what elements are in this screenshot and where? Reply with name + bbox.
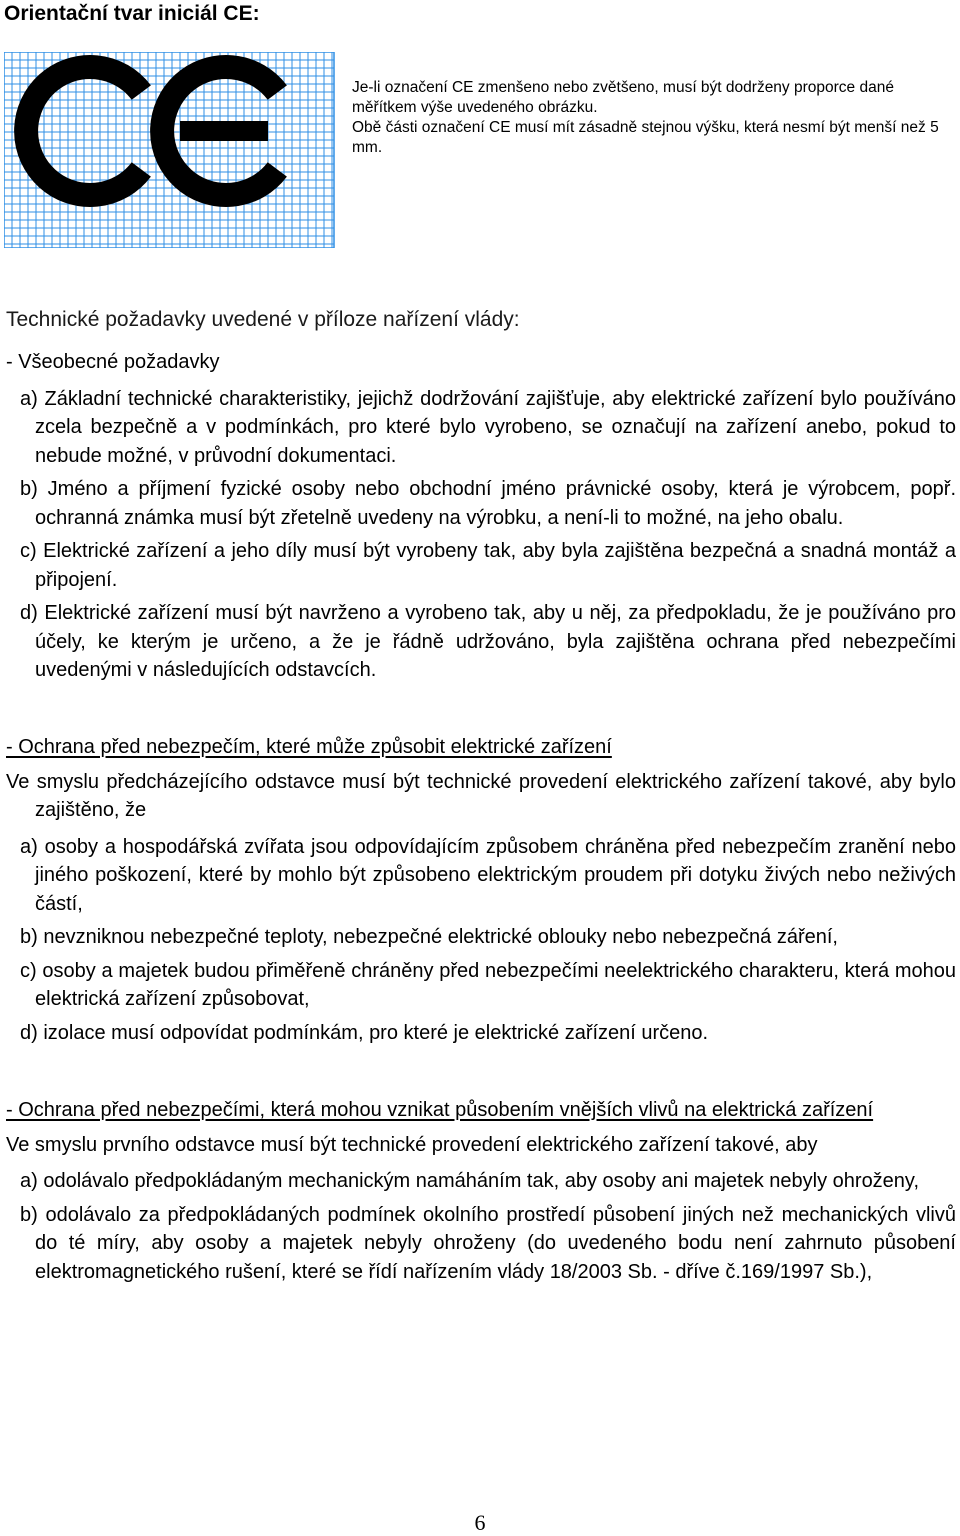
ce-note-line: Je-li označení CE zmenšeno nebo zvětšeno, musí být dodrženy proporce dané měřítkem výše uvedeného obrázku.	[352, 79, 894, 116]
ce-mark-figure	[4, 52, 958, 248]
protection-external-item-a: a) odolávalo předpokládaným mechanickým namáháním tak, aby osoby ani majetek nebyly ohroženy,	[20, 1170, 920, 1192]
protection-internal-item-c: c) osoby a majetek budou přiměřeně chráněny před nebezpečími neelektrického charakteru, která mohou elektrická zařízení způsobovat,	[20, 959, 956, 1010]
ce-grid-drawing	[4, 52, 344, 248]
general-item-d: d) Elektrické zařízení musí být navrženo a vyrobeno tak, aby u něj, za předpokladu, že je používáno pro účely, ke kterým je určeno, a že je řádně udržováno, byla zajištěna ochrana před nebezpečími uvedenými v následujících odstavcích.	[20, 602, 956, 681]
general-item-a: a) Základní technické charakteristiky, jejichž dodržování zajišťuje, aby elektrické zařízení bylo používáno zcela bezpečně a v podmínkách, pro které bylo vyrobeno, se označují na zařízení anebo, pokud to nebude možné, v průvodní dokumentaci.	[20, 387, 956, 467]
ce-mark	[26, 67, 277, 195]
general-item-b: b) Jméno a příjmení fyzické osoby nebo obchodní jméno právnické osoby, která je výrobcem, popř. ochranná známka musí být zřetelně uvedeny na výrobku, a není-li to možné, na jeho obalu.	[20, 478, 956, 529]
ce-note-line: Obě části označení CE musí mít zásadně stejnou výšku, která nesmí být menší než 5 mm.	[352, 119, 939, 156]
protection-internal-item-d: d) izolace musí odpovídat podmínkám, pro které je elektrické zařízení určeno.	[20, 1021, 709, 1044]
page-heading: Orientační tvar iniciál CE:	[4, 2, 260, 25]
general-requirements-section	[6, 348, 956, 685]
protection-external-item-b: b) odolávalo za předpokládaných podmínek okolního prostředí působení jiných než mechanických vlivů do té míry, aby osoby a majetek nebyly ohroženy (do uvedeného bodu není zahrnuto působení elektromagnetického rušení, které se řídí nařízením vlády 18/2003 Sb. - dříve č.169/1997 Sb.),	[20, 1203, 956, 1283]
protection-external-intro: Ve smyslu prvního odstavce musí být technické provedení elektrického zařízení takové, aby	[6, 1133, 818, 1156]
ce-mark-text: CE	[164, 243, 167, 245]
protection-internal-item-a: a) osoby a hospodářská zvířata jsou odpovídajícím způsobem chráněna před nebezpečím zranění nebo jiného poškození, které by mohlo být způsobeno elektrickým proudem při dotyku živých nebo neživých částí,	[20, 835, 956, 915]
tech-requirements-heading: Technické požadavky uvedené v příloze nařízení vlády:	[6, 308, 520, 331]
general-requirements-title: - Všeobecné požadavky	[6, 351, 220, 373]
protection-internal-title: - Ochrana před nebezpečím, které může způsobit elektrické zařízení	[6, 736, 612, 758]
ce-note	[352, 78, 952, 158]
general-item-c: c) Elektrické zařízení a jeho díly musí být vyrobeny tak, aby byla zajištěna bezpečná a snadná montáž a připojení.	[20, 540, 956, 591]
protection-external-title: - Ochrana před nebezpečími, která mohou vznikat působením vnějších vlivů na elektrická zařízení	[6, 1099, 874, 1121]
protection-external-section	[6, 1096, 956, 1286]
protection-internal-section	[6, 733, 956, 1047]
protection-internal-item-b: b) nevzniknou nebezpečné teploty, nebezpečné elektrické oblouky nebo nebezpečná záření,	[20, 926, 838, 948]
page-number: 6	[474, 1510, 486, 1535]
protection-internal-intro: Ve smyslu předcházejícího odstavce musí být technické provedení elektrického zařízení takové, aby bylo zajištěno, že	[6, 770, 956, 821]
